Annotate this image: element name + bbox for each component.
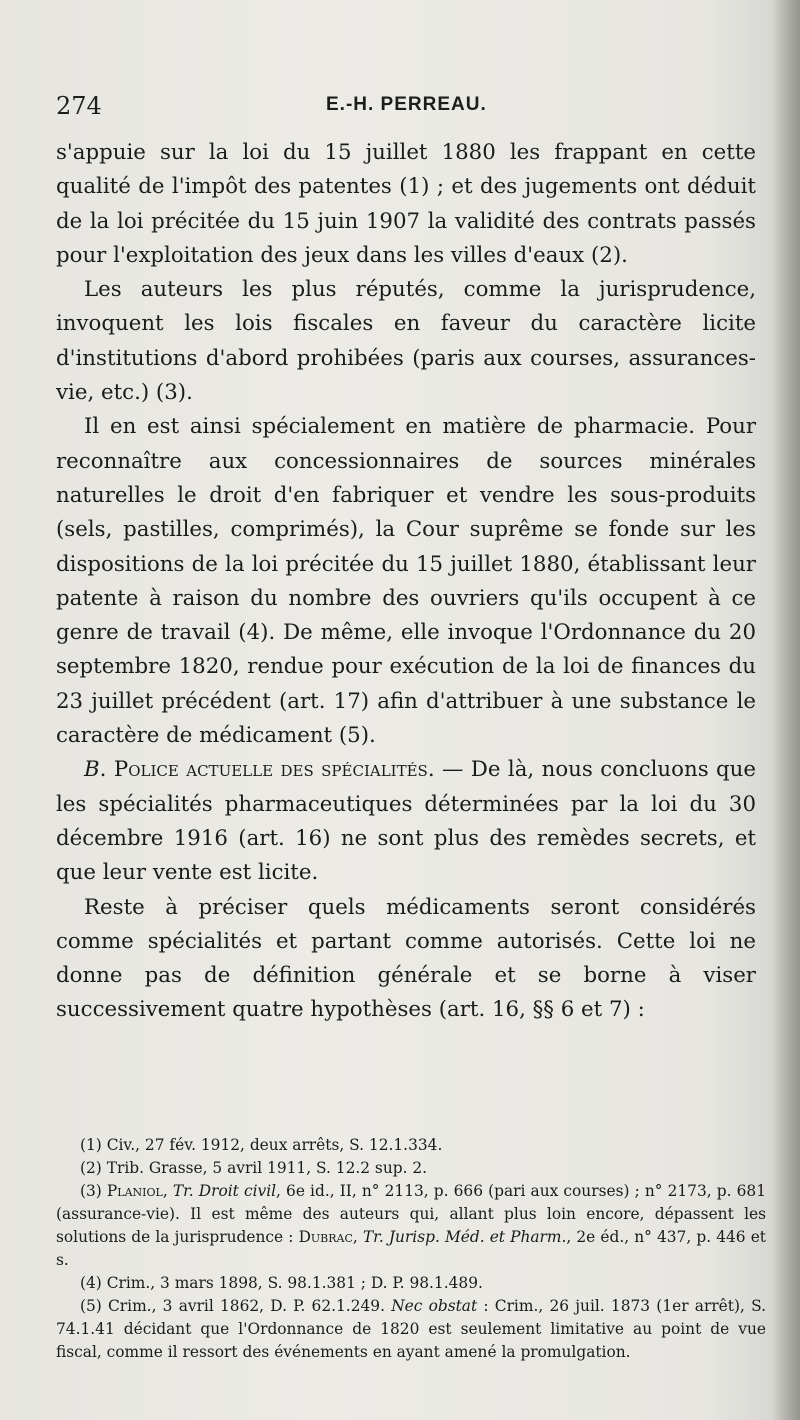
footnote-5-text: (5) Crim., 3 avril 1862, D. P. 62.1.249. (80, 1297, 392, 1315)
footnote-3-end: , 2e éd., n° 437, p. 446 et s. (56, 1228, 766, 1269)
page-edge-shadow (772, 0, 800, 1420)
footnote-3-work-2: Tr. Jurisp. Méd. et Pharm. (362, 1228, 567, 1246)
footnote-4: (4) Crim., 3 mars 1898, S. 98.1.381 ; D. P. 98.1.489. (80, 1274, 483, 1292)
page-header (56, 92, 756, 124)
footnote-3-work: Tr. Droit civil (172, 1182, 277, 1200)
footnotes (56, 1134, 766, 1364)
footnote-5 (56, 1295, 766, 1364)
page-number: 274 (56, 92, 102, 120)
paragraph-3: Il en est ainsi spécialement en matière de pharmacie. Pour reconnaître aux concessionnaires de sources minérales naturelles le droit d'en fabriquer et vendre les sous-produits (sels, pastilles, comprimés), la Cour suprême se fonde sur les dispositions de la loi précitée du 15 juillet 1880, établissant leur patente à raison du nombre des ouvriers qu'ils occupent à ce genre de travail (4). De même, elle invoque l'Ordonnance du 20 septembre 1820, rendue pour exécution de la loi de finances du 23 juillet précédent (art. 17) afin d'attribuer à une substance le caractère de médicament (5). (56, 414, 756, 749)
footnote-3-author: Planiol (106, 1182, 163, 1200)
footnote-3-number: (3) (80, 1182, 107, 1200)
paragraph-4-text: — De là, nous concluons que les spécialités pharmaceutiques déterminées par la loi du 30 décembre 1916 (art. 16) ne sont plus des remèdes secrets, et que leur vente est licite. (56, 757, 757, 886)
section-letter-dot: . (99, 757, 114, 783)
footnote-5-rest: : Crim., 26 juil. 1873 (1er arrêt), S. 74.1.41 décidant que l'Ordonnance de 1820 est seulement limitative au point de vue fiscal, comme il ressort des événements en ayant amené la promulgation. (56, 1297, 766, 1361)
footnote-5-nec-obstat: Nec obstat (391, 1297, 478, 1315)
running-head: E.-H. PERREAU. (326, 94, 487, 115)
footnote-3-sep: , (162, 1182, 173, 1200)
body-text (56, 136, 756, 1028)
section-letter: B (84, 757, 100, 783)
footnote-1: (1) Civ., 27 fév. 1912, deux arrêts, S. 12.1.334. (80, 1136, 443, 1154)
footnote-3-author-2: Dubrac (298, 1228, 353, 1246)
footnote-3-text: , 6e id., II, n° 2113, p. 666 (pari aux courses) ; n° 2173, p. 681 (assurance-vie). Il est même des auteurs qui, allant plus loin encore, dépassent les solutions de la jurisprudence : (56, 1182, 766, 1246)
paragraph-5: Reste à préciser quels médicaments seront considérés comme spécialités et partant comme autorisés. Cette loi ne donne pas de définition générale et se borne à viser successivement quatre hypothèses (art. 16, §§ 6 et 7) : (56, 894, 756, 1023)
section-heading: Police actuelle des spécialités. (113, 757, 435, 783)
paragraph-4 (56, 753, 756, 890)
footnote-2: (2) Trib. Grasse, 5 avril 1911, S. 12.2 sup. 2. (80, 1159, 428, 1177)
footnote-3-sep-2: , (352, 1228, 363, 1246)
footnote-3 (56, 1180, 766, 1272)
paragraph-1: s'appuie sur la loi du 15 juillet 1880 les frappant en cette qualité de l'impôt des patentes (1) ; et des jugements ont déduit de la loi précitée du 15 juin 1907 la validité des contrats passés pour l'exploitation des jeux dans les villes d'eaux (2). (56, 140, 756, 268)
paragraph-2: Les auteurs les plus réputés, comme la jurisprudence, invoquent les lois fiscales en faveur du caractère licite d'institutions d'abord prohibées (paris aux courses, assurances-vie, etc.) (3). (56, 277, 756, 406)
